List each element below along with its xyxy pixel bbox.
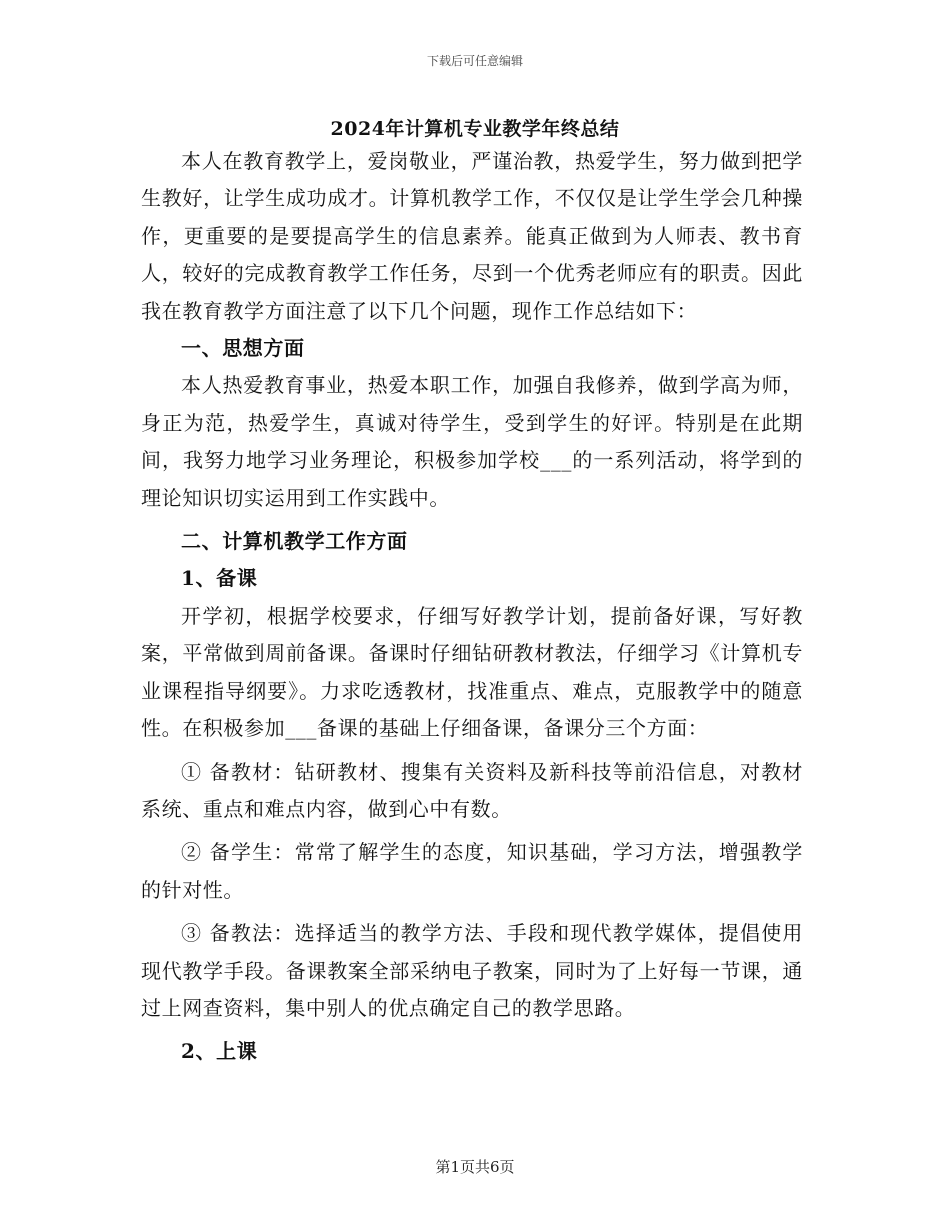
lesson-prep-paragraph: 开学初，根据学校要求，仔细写好教学计划，提前备好课，写好教案，平常做到周前备课。备课时仔细钻研教材教法，仔细学习《计算机专业课程指导纲要》。力求吃透教材，找准重点、难点，克服教学中的随意性。在积极参加___备课的基础上仔细备课，备课分三个方面：: [141, 603, 803, 741]
prep-students-item: ② 备学生：常常了解学生的态度，知识基础，学习方法，增强教学的针对性。: [141, 840, 803, 902]
prep-materials-item: ① 备教材：钻研教材、搜集有关资料及新科技等前沿信息，对教材系统、重点和难点内容，做到心中有数。: [141, 759, 803, 821]
subheading-class: 2、上课: [181, 1039, 258, 1064]
thought-paragraph: 本人热爱教育事业，热爱本职工作，加强自我修养，做到学高为师，身正为范，热爱学生，真诚对待学生，受到学生的好评。特别是在此期间，我努力地学习业务理论，积极参加学校___的一系列活动，将学到的理论知识切实运用到工作实践中。: [141, 373, 803, 510]
document-body: [141, 143, 803, 1071]
document-title: 2024年计算机专业教学年终总结: [330, 118, 620, 140]
page-header-note: 下载后可任意编辑: [426, 54, 523, 68]
subheading-lesson-prep: 1、备课: [181, 566, 258, 591]
section-heading-thought: 一、思想方面: [181, 336, 305, 361]
intro-paragraph: 本人在教育教学上，爱岗敬业，严谨治教，热爱学生，努力做到把学生教好，让学生成功成才。计算机教学工作，不仅仅是让学生学会几种操作，更重要的是要提高学生的信息素养。能真正做到为人师表、教书育人，较好的完成教育教学工作任务，尽到一个优秀老师应有的职责。因此我在教育教学方面注意了以下几个问题，现作工作总结如下：: [141, 149, 803, 323]
page-number: 第1页共6页: [435, 1158, 515, 1176]
section-heading-teaching: 二、计算机教学工作方面: [181, 529, 408, 554]
prep-methods-item: ③ 备教法：选择适当的教学方法、手段和现代教学媒体，提倡使用现代教学手段。备课教案全部采纳电子教案，同时为了上好每一节课，通过上网查资料，集中别人的优点确定自己的教学思路。: [141, 921, 803, 1020]
